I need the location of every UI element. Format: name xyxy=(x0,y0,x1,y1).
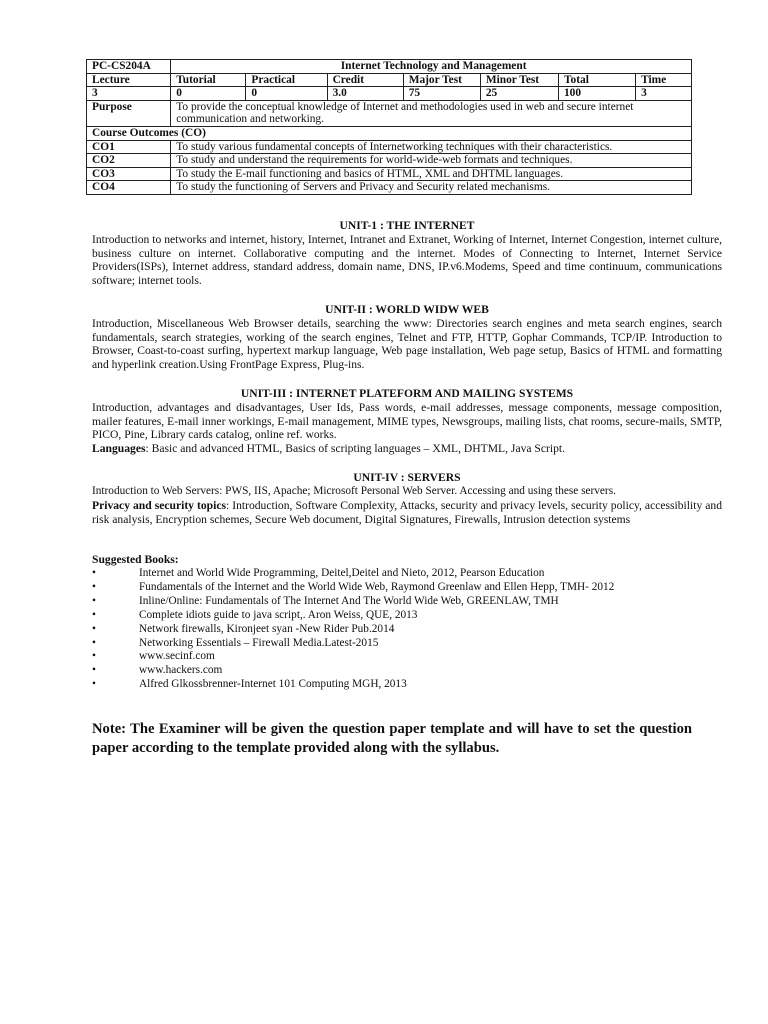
unit-3-body: Introduction, advantages and disadvantages, User Ids, Pass words, e-mail addresses, message components, message composition, mailer features, E-mail inner workings, E-mail management, MIME types, Newsgroups, mailing lists, chat rooms, secure-mails, SMTP, PICO, Pine, Library cards catalog, online ref. works. xyxy=(92,401,722,442)
co-id: CO3 xyxy=(87,167,171,181)
list-item xyxy=(92,595,712,609)
table-row xyxy=(87,181,692,195)
course-code: PC-CS204A xyxy=(87,60,171,74)
unit-3-languages xyxy=(92,442,722,456)
list-item xyxy=(92,650,712,664)
col-value-tutorial: 0 xyxy=(171,87,246,101)
unit-2-body: Introduction, Miscellaneous Web Browser details, searching the www: Directories search engines and meta search engines, search fundamentals, search strategies, working of the search engines, Telnet and FTP, HTTP, Gophar Commands, TCP/IP. Introduction to Browser, Coast-to-coast surfing, hypertext markup language, Web page installation, Web page setup, Basics of HTML and formatting and hyperlink creation.Using FrontPage Express, Plug-ins. xyxy=(92,317,722,372)
book-title: Internet and World Wide Programming, Deitel,Deitel and Nieto, 2012, Pearson Education xyxy=(139,567,545,579)
col-label-lecture: Lecture xyxy=(87,73,171,87)
list-item xyxy=(92,609,712,623)
co-text: To study and understand the requirements for world-wide-web formats and techniques. xyxy=(171,154,692,168)
col-label-time: Time xyxy=(636,73,692,87)
book-title: Complete idiots guide to java script,. Aron Weiss, QUE, 2013 xyxy=(139,608,418,621)
col-label-credit: Credit xyxy=(327,73,403,87)
book-title: Network firewalls, Kironjeet syan -New Rider Pub.2014 xyxy=(139,622,395,635)
col-label-tutorial: Tutorial xyxy=(171,73,246,87)
list-item xyxy=(92,581,712,595)
bullet: • xyxy=(92,636,96,649)
bullet: • xyxy=(92,678,96,691)
book-title: Networking Essentials – Firewall Media.Latest-2015 xyxy=(139,636,379,649)
list-item xyxy=(92,678,712,692)
unit-2-title: UNIT-II : WORLD WIDW WEB xyxy=(325,303,489,316)
col-value-practical: 0 xyxy=(246,87,327,101)
bullet: • xyxy=(92,664,96,677)
list-item xyxy=(92,623,712,637)
languages-label: Languages xyxy=(92,442,146,455)
col-label-practical: Practical xyxy=(246,73,327,87)
unit-4-title: UNIT-IV : SERVERS xyxy=(353,471,461,484)
list-item xyxy=(92,664,712,678)
co-text: To study various fundamental concepts of Internetworking techniques with their characteristics. xyxy=(171,140,692,154)
table-row xyxy=(87,100,692,126)
bullet: • xyxy=(92,567,96,579)
bullet: • xyxy=(92,650,96,663)
table-row xyxy=(87,154,692,168)
languages-text: : Basic and advanced HTML, Basics of scripting languages – XML, DHTML, Java Script. xyxy=(145,442,566,455)
table-row xyxy=(87,126,692,140)
privacy-security-label: Privacy and security topics xyxy=(92,499,226,512)
unit-4-privacy xyxy=(92,499,722,526)
co-id: CO4 xyxy=(87,181,171,195)
book-title: Alfred Glkossbrenner-Internet 101 Computing MGH, 2013 xyxy=(139,678,407,691)
unit-1-body: Introduction to networks and internet, history, Internet, Intranet and Extranet, Working of Internet, Internet Congestion, internet culture, business culture on internet. Collaborative computing and the internet. Modes of Connecting to Internet, Internet Service Providers(ISPs), Internet address, standard address, domain name, DNS, IP.v6.Modems, Speed and time continuum, communications software; internet tools. xyxy=(92,233,722,288)
suggested-books-list xyxy=(92,567,712,692)
bullet: • xyxy=(92,608,96,621)
book-title: Fundamentals of the Internet and the World Wide Web, Raymond Greenlaw and Ellen Hepp, TMH- 2012 xyxy=(139,580,615,593)
purpose-label: Purpose xyxy=(87,100,171,126)
table-row xyxy=(87,60,692,74)
book-title: Inline/Online: Fundamentals of The Internet And The World Wide Web, GREENLAW, TMH xyxy=(139,594,559,607)
col-label-total: Total xyxy=(558,73,635,87)
col-value-major-test: 75 xyxy=(403,87,480,101)
bullet: • xyxy=(92,622,96,635)
bullet: • xyxy=(92,580,96,593)
purpose-text: To provide the conceptual knowledge of Internet and methodologies used in web and secure internet communication and networking. xyxy=(171,100,692,126)
course-title: Internet Technology and Management xyxy=(171,60,692,74)
table-row xyxy=(87,87,692,101)
course-info-table xyxy=(86,59,692,195)
table-row xyxy=(87,73,692,87)
unit-1-title: UNIT-1 : THE INTERNET xyxy=(339,219,475,232)
co-text: To study the functioning of Servers and Privacy and Security related mechanisms. xyxy=(171,181,692,195)
bullet: • xyxy=(92,594,96,607)
list-item xyxy=(92,637,712,651)
privacy-security-text: : Introduction, Software Complexity, Attacks, security and privacy levels, security policy, accessibility and risk analysis, Encryption schemes, Secure Web document, Digital Signatures, Firewalls, Intrusion detection systems xyxy=(92,499,722,526)
co-id: CO2 xyxy=(87,154,171,168)
unit-4-body: Introduction to Web Servers: PWS, IIS, Apache; Microsoft Personal Web Server. Accessing and using these servers. xyxy=(92,485,616,497)
col-label-minor-test: Minor Test xyxy=(480,73,558,87)
table-row xyxy=(87,140,692,154)
col-value-time: 3 xyxy=(636,87,692,101)
course-outcomes-heading: Course Outcomes (CO) xyxy=(87,126,692,140)
book-title: www.hackers.com xyxy=(139,664,223,677)
suggested-books-heading: Suggested Books: xyxy=(92,553,179,566)
co-text: To study the E-mail functioning and basics of HTML, XML and DHTML languages. xyxy=(171,167,692,181)
book-title: www.secinf.com xyxy=(139,650,215,663)
col-value-total: 100 xyxy=(558,87,635,101)
examiner-note: Note: The Examiner will be given the question paper template and will have to set the question paper according to the template provided along with the syllabus. xyxy=(92,721,692,756)
table-row xyxy=(87,167,692,181)
col-label-major-test: Major Test xyxy=(403,73,480,87)
col-value-credit: 3.0 xyxy=(327,87,403,101)
list-item xyxy=(92,567,712,581)
col-value-minor-test: 25 xyxy=(480,87,558,101)
co-id: CO1 xyxy=(87,140,171,154)
unit-3-title: UNIT-III : INTERNET PLATEFORM AND MAILING SYSTEMS xyxy=(240,387,574,400)
col-value-lecture: 3 xyxy=(87,87,171,101)
